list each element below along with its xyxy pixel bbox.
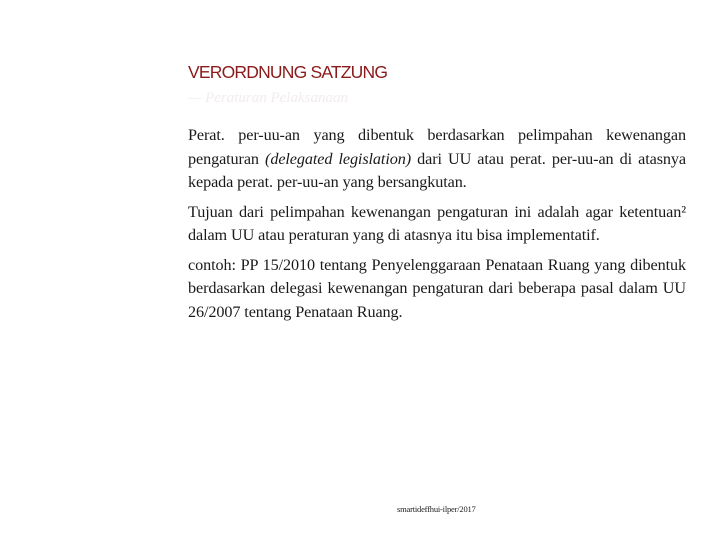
- paragraph-definition-text-start: Perat. per-uu-an yang dibentuk berdasarkan pelimpahan kewenangan pengaturan: [188, 126, 686, 168]
- paragraph-purpose: Tujuan dari pelimpahan kewenangan pengaturan ini adalah agar ketentuan² dalam UU atau peraturan yang di atasnya itu bisa implementatif.: [188, 202, 686, 244]
- paragraph-definition-emphasis: (delegated legislation): [265, 149, 411, 168]
- slide-subtitle: — Peraturan Pelaksanaan: [188, 90, 348, 106]
- paragraph-definition-text-end: dari UU atau perat. per-uu-an di atasnya kepada perat. per-uu-an yang bersangkutan.: [188, 149, 686, 191]
- paragraph-example: contoh: PP 15/2010 tentang Penyelenggaraan Penataan Ruang yang dibentuk berdasarkan delegasi kewenangan pengaturan dari beberapa pasal dalam UU 26/2007 tentang Penataan Ruang.: [188, 255, 686, 321]
- paragraph-definition: [188, 124, 686, 195]
- slide-footer: smartideffhui-ilper/2017: [397, 504, 476, 514]
- slide-title: VERORDNUNG SATZUNG: [188, 62, 388, 82]
- slide-body: [188, 124, 686, 330]
